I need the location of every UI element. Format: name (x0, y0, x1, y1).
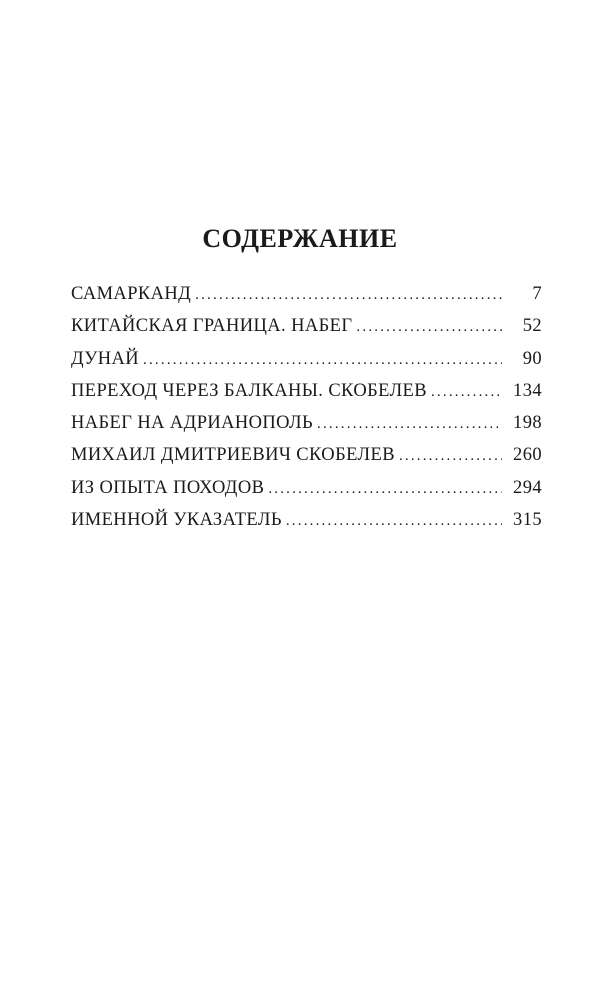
toc-entry-label: ПЕРЕХОД ЧЕРЕЗ БАЛКАНЫ. СКОБЕЛЕВ (71, 380, 427, 401)
toc-leader-dots (399, 448, 502, 465)
toc-entry-page: 260 (513, 445, 542, 466)
toc-entry-label: КИТАЙСКАЯ ГРАНИЦА. НАБЕГ (71, 316, 353, 337)
toc-leader-dots (286, 513, 502, 530)
toc-entry[interactable] (71, 381, 542, 413)
toc-entry-page: 52 (522, 316, 542, 337)
toc-entry[interactable] (71, 284, 542, 316)
toc-entry-page: 90 (522, 348, 542, 369)
toc-entry-label: ДУНАЙ (71, 348, 140, 369)
toc-leader-dots (317, 416, 502, 433)
toc-entry-page: 198 (513, 413, 542, 434)
toc-entry-page: 294 (513, 477, 542, 498)
toc-entry-page: 134 (513, 380, 542, 401)
toc-entry-label: ИЗ ОПЫТА ПОХОДОВ (71, 477, 265, 498)
toc-leader-dots (143, 352, 502, 369)
toc-leader-dots (356, 319, 502, 336)
toc-entry-page: 315 (513, 510, 542, 531)
toc-leader-dots (268, 481, 502, 498)
toc-entry[interactable] (71, 478, 542, 510)
toc-entry-page: 7 (532, 284, 542, 304)
toc-entry[interactable] (71, 510, 542, 542)
toc-entry-label: МИХАИЛ ДМИТРИЕВИЧ СКОБЕЛЕВ (71, 445, 395, 466)
toc-entry-label: ИМЕННОЙ УКАЗАТЕЛЬ (71, 510, 282, 531)
toc-leader-dots (195, 287, 502, 304)
toc-list (71, 284, 542, 542)
toc-title: СОДЕРЖАНИЕ (202, 224, 398, 253)
toc-entry[interactable] (71, 413, 542, 445)
toc-entry-label: САМАРКАНД (71, 284, 192, 304)
toc-entry[interactable] (71, 445, 542, 477)
toc-leader-dots (431, 384, 502, 401)
toc-entry[interactable] (71, 316, 542, 348)
toc-entry-label: НАБЕГ НА АДРИАНОПОЛЬ (71, 413, 313, 434)
toc-entry[interactable] (71, 349, 542, 381)
